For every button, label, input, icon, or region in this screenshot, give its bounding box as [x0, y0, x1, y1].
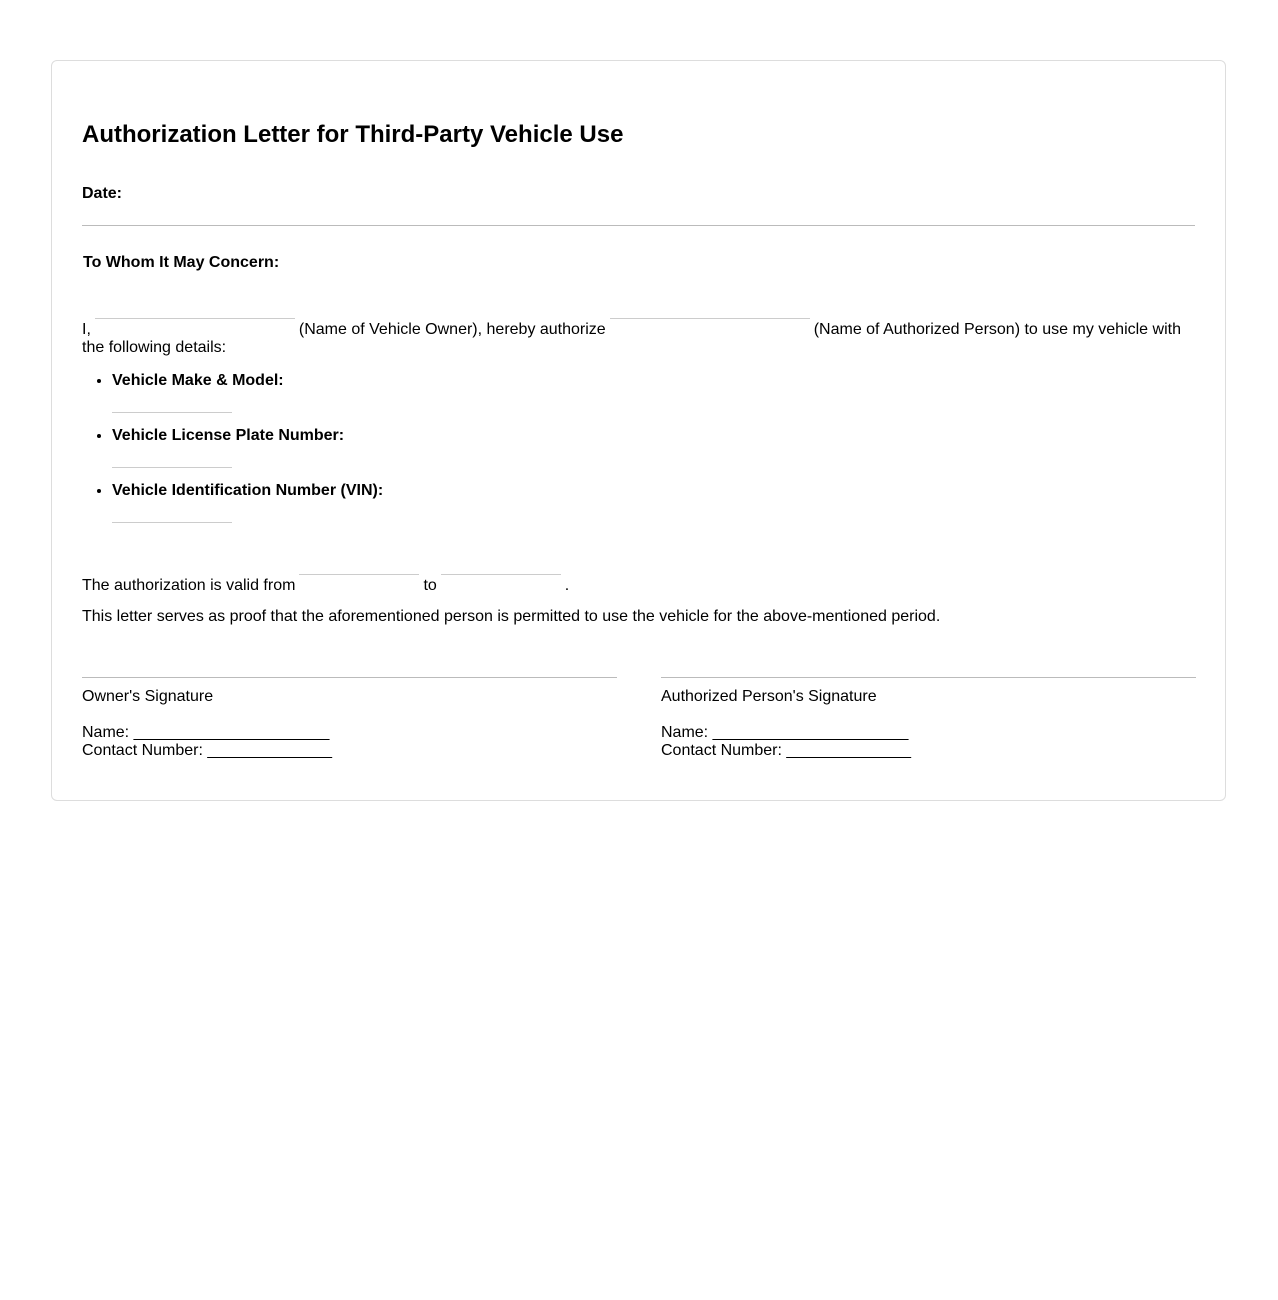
detail-label: Vehicle License Plate Number: [112, 427, 345, 444]
authorized-name-field[interactable] [610, 318, 810, 319]
authorization-paragraph [82, 318, 1196, 357]
vehicle-details-list [82, 372, 383, 537]
owner-signature-block [82, 677, 617, 760]
date-label: Date: [82, 185, 123, 202]
validity-to: to [423, 577, 437, 594]
validity-period: . [564, 577, 570, 594]
owner-contact-line: Contact Number: ______________ [82, 742, 332, 759]
authorized-name-line: Name: ______________________ [661, 724, 909, 741]
letter-card [51, 60, 1226, 801]
validity-prefix: The authorization is valid from [82, 577, 296, 594]
pronoun: I, [82, 321, 91, 338]
divider [82, 225, 1195, 226]
list-item [112, 427, 383, 482]
signature-line [82, 677, 617, 678]
signature-label: Owner's Signature [82, 688, 214, 705]
greeting: To Whom It May Concern: [83, 254, 280, 271]
proof-statement: This letter serves as proof that the aforementioned person is permitted to use the vehicle for the above-mentioned period. [82, 608, 941, 625]
make-model-field[interactable] [112, 412, 232, 413]
vin-field[interactable] [112, 522, 232, 523]
owner-name-field[interactable] [95, 318, 295, 319]
list-item [112, 482, 383, 537]
valid-from-field[interactable] [299, 574, 419, 575]
authorized-hint: (Name of Authorized Person) to use my vehicle with the following details: [82, 321, 1181, 356]
validity-line [82, 574, 569, 595]
page-title: Authorization Letter for Third-Party Vehicle Use [82, 121, 624, 148]
authorized-signature-block [661, 677, 1196, 760]
valid-to-field[interactable] [441, 574, 561, 575]
license-plate-field[interactable] [112, 467, 232, 468]
list-item [112, 372, 383, 427]
owner-name-line: Name: ______________________ [82, 724, 330, 741]
detail-label: Vehicle Make & Model: [112, 372, 284, 389]
signature-line [661, 677, 1196, 678]
signature-label: Authorized Person's Signature [661, 688, 877, 705]
owner-hint: (Name of Vehicle Owner), hereby authorize [298, 321, 606, 338]
detail-label: Vehicle Identification Number (VIN): [112, 482, 384, 499]
authorized-contact-line: Contact Number: ______________ [661, 742, 911, 759]
